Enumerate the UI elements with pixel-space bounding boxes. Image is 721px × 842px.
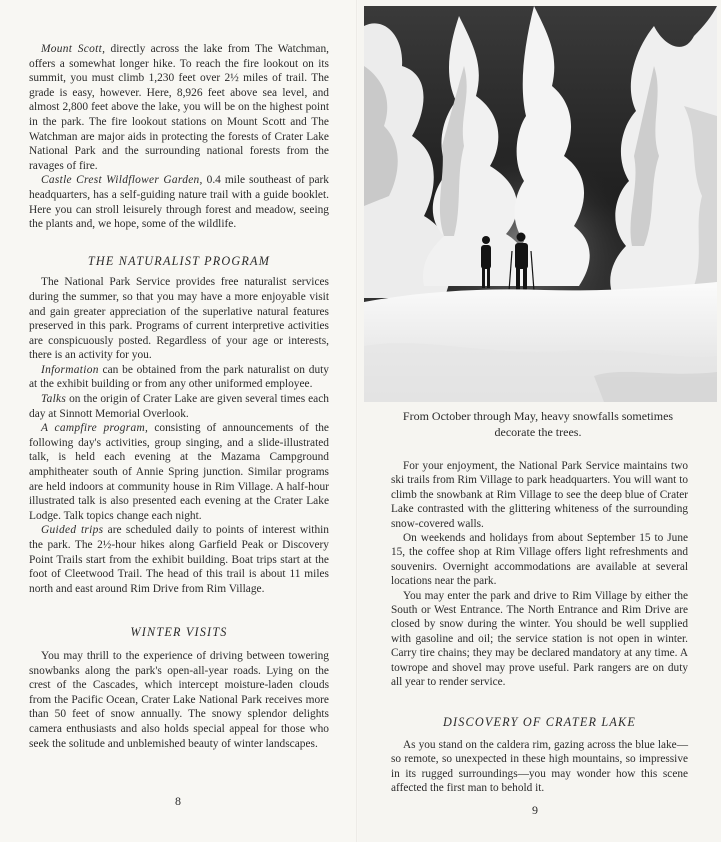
paragraph-information xyxy=(29,363,329,392)
left-page xyxy=(0,0,358,842)
right-page xyxy=(358,0,721,842)
snow-trees-photo xyxy=(364,6,717,402)
paragraph-campfire xyxy=(29,421,329,523)
lead-information: Information xyxy=(41,363,99,376)
text-guided-trips: are scheduled daily to points of interest within the park. The 2½-hour hikes along Garfield Peak or Discovery Point Trails start from the exhibit building. Boat trips start at the foot of Cleetwood Trail. The head of this trail is about 11 miles north and east around Rim Drive from Rim Village. xyxy=(29,524,330,595)
paragraph-enter-park: You may enter the park and drive to Rim Village by either the South or West Entrance. The North Entrance and Rim Drive are closed by snow during the winter. You should be well supplied with gasoline and oil; the service station is not open in winter. Carry tire chains; they may be declared mandatory at any time. A towrope and shovel may prove useful. Park rangers are on duty all year to render service. xyxy=(391,589,688,689)
heading-discovery: DISCOVERY OF CRATER LAKE xyxy=(443,714,636,729)
paragraph-castle-crest xyxy=(29,173,329,231)
paragraph-ski-trails: For your enjoyment, the National Park Service maintains two ski trails from Rim Village to park headquarters. You will want to climb the snowbank at Rim Village to see the deep blue of Crater Lake contrasted with the glittering whiteness of the surrounding snow-covered walls. xyxy=(391,460,688,530)
page-number-right: 9 xyxy=(532,803,538,817)
page-number-left: 8 xyxy=(175,794,181,808)
heading-naturalist-program: THE NATURALIST PROGRAM xyxy=(87,253,271,268)
lead-guided-trips: Guided trips xyxy=(41,524,104,537)
right-text-column xyxy=(391,459,688,796)
paragraph-naturalist: The National Park Service provides free naturalist services during the summer, so that you may have a more enjoyable visit and gain greater appreciation of the superlative natural features preserved in this park. Programs of current interpretive activities are conspicuously posted. Regardless of your age or interests, there is an activity for you. xyxy=(29,276,329,362)
lead-talks: Talks xyxy=(41,393,67,406)
paragraph-mount-scott xyxy=(29,42,329,173)
heading-winter-visits: WINTER VISITS xyxy=(130,625,228,640)
text-information: can be obtained from the park naturalist on duty at the exhibit building or from any other uniformed employee. xyxy=(29,363,329,391)
paragraph-discovery: As you stand on the caldera rim, gazing across the blue lake—so remote, so unexpected in these high mountains, so impressive in its rugged surroundings—you may wonder how this scene affected the first man to behold it. xyxy=(391,738,688,795)
paragraph-weekends: On weekends and holidays from about September 15 to June 15, the coffee shop at Rim Village offers light refreshments and souvenirs. Overnight accommodations are available at several locations near the park. xyxy=(391,532,688,588)
left-text-column xyxy=(29,42,329,751)
text-talks: on the origin of Crater Lake are given several times each day at Sinnott Memorial Overlook. xyxy=(29,393,329,420)
photo-caption: From October through May, heavy snowfalls sometimes decorate the trees. xyxy=(402,409,674,439)
paragraph-winter: You may thrill to the experience of driving between towering snowbanks along the park's open-all-year roads. Lying on the crest of the Cascades, which intercept moisture-laden clouds from the Pacific Ocean, Crater Lake National Park receives more than 50 feet of snow annually. The snowy splendor delights camera enthusiasts and also holds special appeal for those who seek the solitude and unblemished beauty of winter landscapes. xyxy=(29,649,329,750)
lead-mount-scott: Mount Scott, xyxy=(41,43,106,55)
text-castle-crest: 0.4 mile southeast of park headquarters, has a self-guiding nature trail with a guide booklet. Here you can stroll leisurely through forest and meadow, seeing the plants and, we hope, some of the wildlife. xyxy=(29,174,329,231)
lead-campfire: A campfire program, xyxy=(41,422,149,435)
paragraph-guided-trips xyxy=(29,523,329,596)
text-campfire: consisting of announcements of the following day's activities, group singing, and a slide-illustrated talk, is held each evening at the Mazama Campground amphitheater south of Annie Spring junction. Similar programs are held indoors at community house in Rim Village. A half-hour illustrated talk is also presented each evening at the Crater Lake Lodge. Talk topics change each night. xyxy=(29,422,329,522)
lead-castle-crest: Castle Crest Wildflower Garden, xyxy=(41,174,203,187)
text-mount-scott: directly across the lake from The Watchman, offers a somewhat longer hike. To reach the fire lookout on its summit, you must climb 1,230 feet over 2½ miles of trail. The grade is easy, however. Here, 8,926 feet above sea level, and almost 2,800 feet above the lake, you will be on the highest point in the park. The fire lookout stations on Mount Scott and The Watchman are major aids in protecting the forests of Crater Lake National Park and the surrounding national forests from the ravages of fire. xyxy=(29,43,329,172)
paragraph-talks xyxy=(29,392,329,421)
